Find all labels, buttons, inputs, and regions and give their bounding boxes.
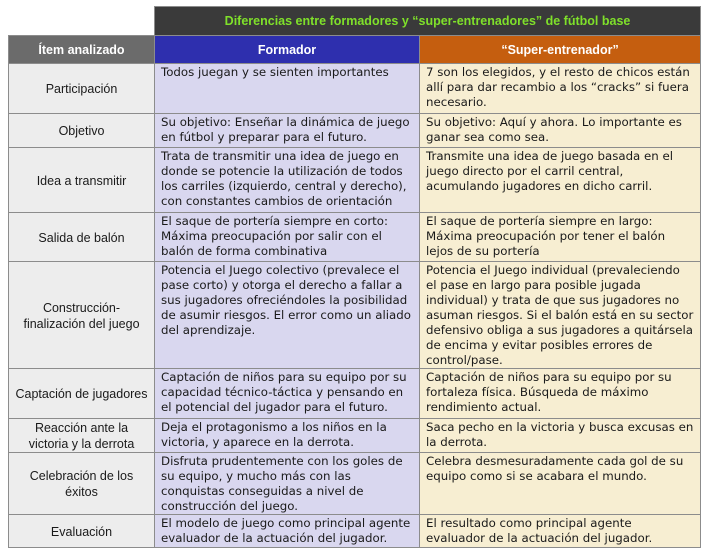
table-row-salida [9,213,701,262]
table-row-objetivo [9,114,701,148]
row-formador-cell: Trata de transmitir una idea de juego en donde se potencie la utilización de todos los carriles (izquierdo, central y derecho), con constantes cambios de orientación [155,148,420,213]
row-item-label: Reacción ante la victoria y la derrota [9,419,155,453]
row-formador-cell: El modelo de juego como principal agente evaluador de la actuación del jugador. [155,515,420,548]
row-formador-cell: Su objetivo: Enseñar la dinámica de juego en fútbol y preparar para el futuro. [155,114,420,148]
table-row-celebracion [9,453,701,515]
row-super-cell: Su objetivo: Aquí y ahora. Lo importante es ganar sea como sea. [420,114,701,148]
row-item-label: Objetivo [9,114,155,148]
row-formador-cell: El saque de portería siempre en corto: Máxima preocupación por salir con el balón de forma combinativa [155,213,420,262]
row-item-label: Participación [9,64,155,114]
header-super-entrenador: “Super-entrenador” [420,36,701,64]
row-item-label: Salida de balón [9,213,155,262]
row-formador-cell: Captación de niños para su equipo por su capacidad técnico-táctica y pensando en el potencial del jugador para el futuro. [155,369,420,419]
table-row-idea [9,148,701,213]
header-formador: Formador [155,36,420,64]
row-super-cell: 7 son los elegidos, y el resto de chicos están allí para dar recambio a los “cracks” si fuera necesario. [420,64,701,114]
row-item-label: Construcción-finalización del juego [9,262,155,369]
row-item-label: Captación de jugadores [9,369,155,419]
table-row-evaluacion [9,515,701,548]
header-row [9,36,701,64]
row-item-label: Celebración de los éxitos [9,453,155,515]
title-row [9,7,701,36]
row-formador-cell: Potencia el Juego colectivo (prevalece el pase corto) y otorga el derecho a fallar a sus jugadores ofreciéndoles la posibilidad de asumir riesgos. El error como un aliado del aprendizaje. [155,262,420,369]
comparison-table [8,6,701,548]
row-super-cell: Captación de niños para su equipo por su fortaleza física. Búsqueda de máximo rendimiento actual. [420,369,701,419]
table-row-reaccion [9,419,701,453]
row-item-label: Idea a transmitir [9,148,155,213]
row-super-cell: Celebra desmesuradamente cada gol de su equipo como si se acabara el mundo. [420,453,701,515]
row-super-cell: El saque de portería siempre en largo: Máxima preocupación por tener el balón lejos de su portería [420,213,701,262]
table-row-captacion [9,369,701,419]
row-formador-cell: Disfruta prudentemente con los goles de su equipo, y mucho más con las conquistas conseguidas a nivel de construcción del juego. [155,453,420,515]
row-formador-cell: Todos juegan y se sienten importantes [155,64,420,114]
row-super-cell: Transmite una idea de juego basada en el juego directo por el carril central, acumulando jugadores en dicho carril. [420,148,701,213]
header-item: Ítem analizado [9,36,155,64]
row-super-cell: Potencia el Juego individual (prevaleciendo el pase en largo para posible jugada individual) y trata de que sus jugadores no asuman riesgos. Si el balón está en su sector defensivo obliga a sus jugadores a quitársela de encima y evitar posibles errores de control/pase. [420,262,701,369]
row-formador-cell: Deja el protagonismo a los niños en la victoria, y aparece en la derrota. [155,419,420,453]
title-spacer [9,7,155,36]
row-super-cell: El resultado como principal agente evaluador de la actuación del jugador. [420,515,701,548]
table-row-participacion [9,64,701,114]
table-title: Diferencias entre formadores y “super-entrenadores” de fútbol base [155,7,701,36]
row-item-label: Evaluación [9,515,155,548]
row-super-cell: Saca pecho en la victoria y busca excusas en la derrota. [420,419,701,453]
table-row-construccion [9,262,701,369]
